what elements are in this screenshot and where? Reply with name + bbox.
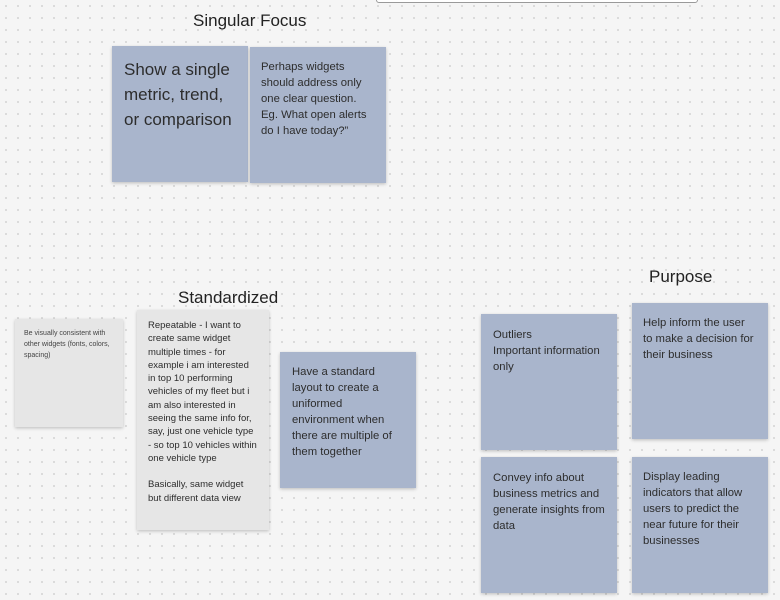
paragraph-break xyxy=(148,465,258,478)
sticky-note-repeatable[interactable] xyxy=(137,310,269,530)
section-title-standardized: Standardized xyxy=(178,288,279,307)
section-title-singular-focus: Singular Focus xyxy=(193,11,307,30)
sticky-note-inform-decision[interactable]: Help inform the user to make a decision for their business xyxy=(632,303,768,439)
sticky-note-single-metric[interactable]: Show a single metric, trend, or comparison xyxy=(112,46,248,182)
sticky-note-one-question[interactable]: Perhaps widgets should address only one clear question. Eg. What open alerts do I have today?” xyxy=(250,47,386,183)
section-title-purpose: Purpose xyxy=(649,267,713,286)
sticky-note-text: Basically, same widget but different data view xyxy=(148,479,244,504)
sticky-note-text: Outliers xyxy=(493,329,532,341)
sticky-note-convey-info[interactable]: Convey info about business metrics and generate insights from data xyxy=(481,457,617,593)
sticky-note-leading-indicators[interactable]: Display leading indicators that allow users to predict the near future for their businesses xyxy=(632,457,768,593)
search-input[interactable] xyxy=(376,0,698,3)
sticky-note-standard-layout[interactable]: Have a standard layout to create a uniformed environment when there are multiple of them together xyxy=(280,352,416,488)
sticky-note-visually-consistent[interactable]: Be visually consistent with other widgets (fonts, colors, spacing) xyxy=(15,319,123,427)
sticky-note-outliers[interactable] xyxy=(481,314,617,450)
sticky-note-text: Repeatable - I want to create same widget multiple times - for example i am interested in top 10 performing vehicles of my fleet but i am also interested in seeing the same info for, say, just one vehicle type - so top 10 vehicles within one vehicle type xyxy=(148,320,257,464)
sticky-note-text: Important information only xyxy=(493,345,600,373)
